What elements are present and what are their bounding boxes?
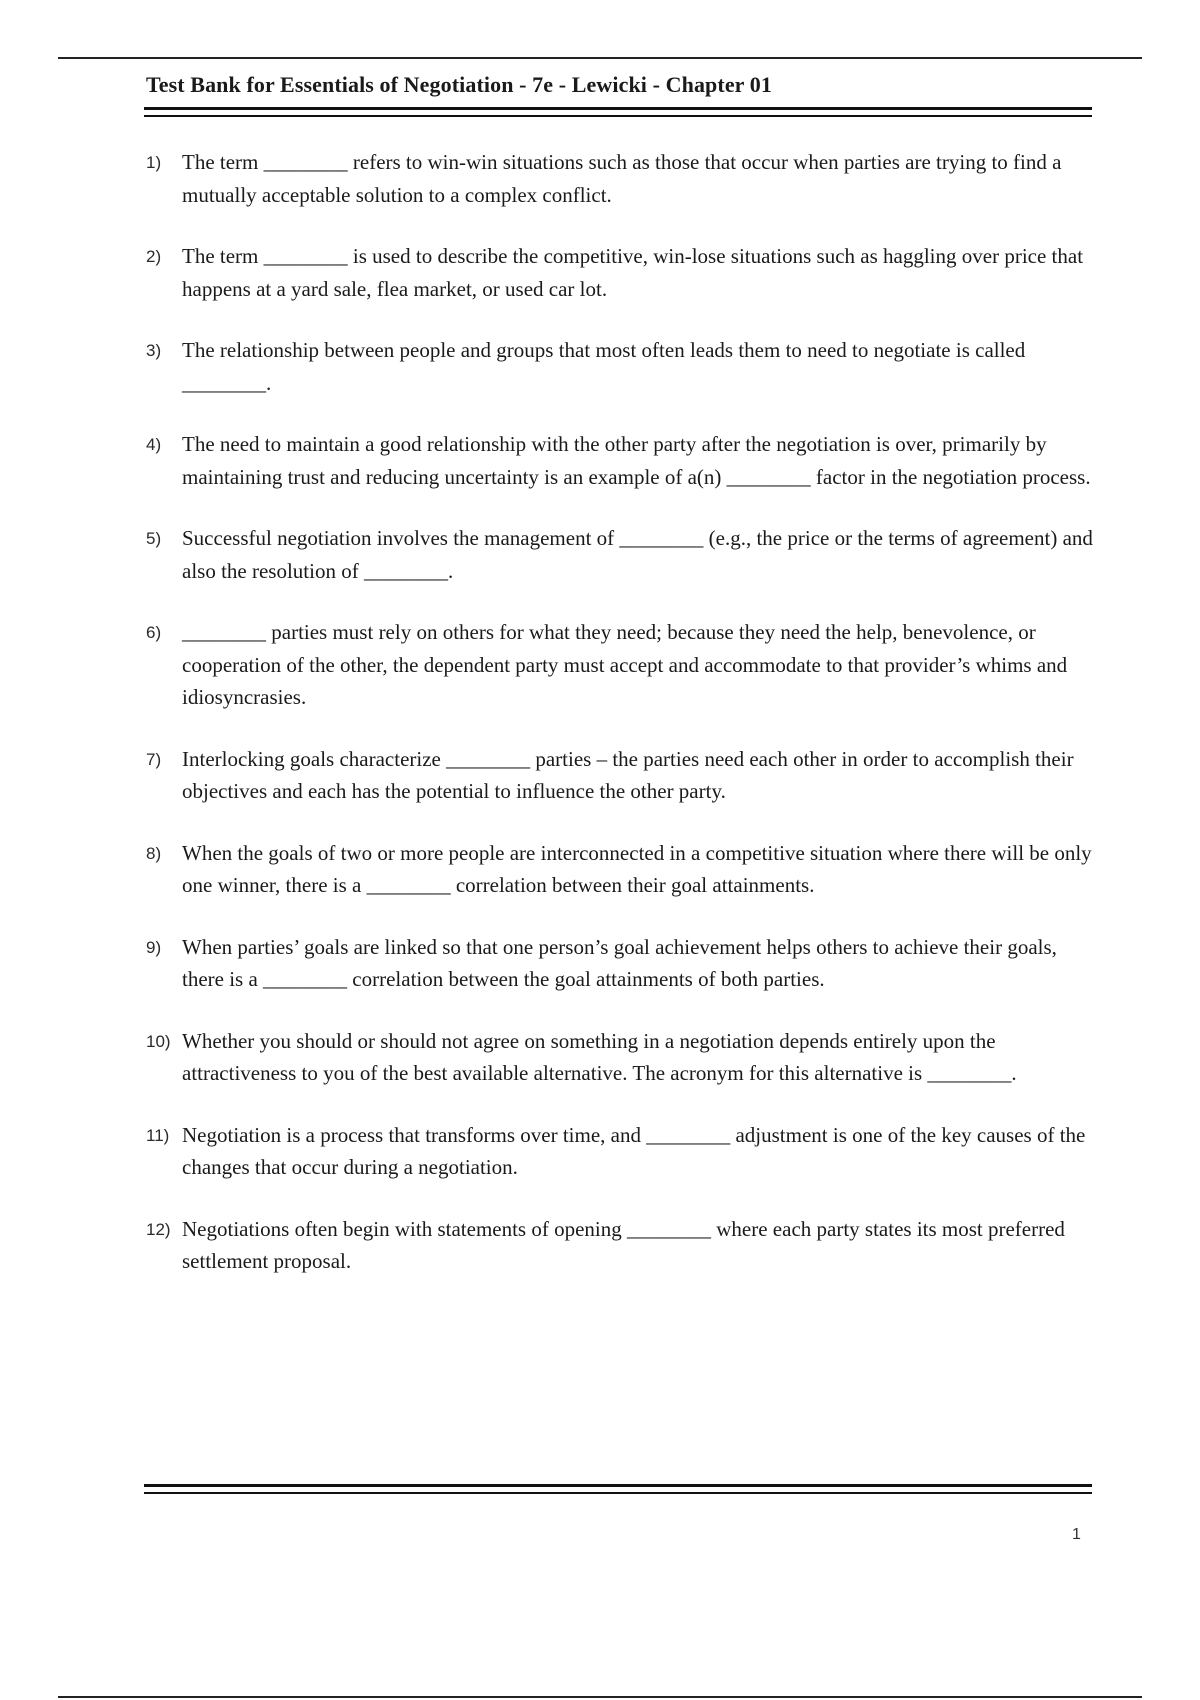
question-item	[146, 1213, 1096, 1278]
question-number: 5)	[146, 529, 162, 548]
question-item	[146, 146, 1096, 211]
question-number: 9)	[146, 937, 162, 957]
question-number: 7)	[146, 749, 162, 769]
question-list	[146, 146, 1096, 1307]
question-item	[146, 743, 1096, 808]
question-text: Negotiations often begin with statements of opening ________ where each party states its most preferred settlement proposal.	[182, 1216, 1065, 1273]
question-number: 3)	[146, 341, 162, 360]
question-number: 4)	[146, 435, 162, 454]
question-item	[146, 837, 1096, 902]
question-text: When the goals of two or more people are interconnected in a competitive situation where there will be only one winner, there is a ________ correlation between their goal attainments.	[182, 840, 1092, 897]
question-item	[146, 616, 1096, 714]
question-text: Negotiation is a process that transforms over time, and ________ adjustment is one of the key causes of the changes that occur during a negotiation.	[182, 1122, 1086, 1179]
question-text: The term ________ refers to win-win situations such as those that occur when parties are trying to find a mutually acceptable solution to a complex conflict.	[182, 150, 1062, 207]
question-text: Successful negotiation involves the management of ________ (e.g., the price or the terms of agreement) and also the resolution of ________.	[182, 526, 1093, 583]
question-item	[146, 428, 1096, 493]
question-item	[146, 334, 1096, 399]
question-item	[146, 1119, 1096, 1184]
question-text: ________ parties must rely on others for what they need; because they need the help, benevolence, or cooperation of the other, the dependent party must accept and accommodate to that provider’s whims and idiosyncrasies.	[182, 620, 1068, 709]
question-number: 6)	[146, 623, 162, 642]
question-text: The term ________ is used to describe the competitive, win-lose situations such as haggling over price that happens at a yard sale, flea market, or used car lot.	[182, 244, 1084, 301]
question-text: The relationship between people and groups that most often leads them to need to negotiate is called ________.	[182, 338, 1026, 395]
header-double-rule	[144, 107, 1092, 117]
question-item	[146, 931, 1096, 996]
question-number: 2)	[146, 247, 162, 266]
question-item	[146, 522, 1096, 587]
question-number: 10)	[146, 1031, 171, 1051]
question-item	[146, 240, 1096, 305]
page-bottom-rule	[58, 1696, 1142, 1698]
footer-double-rule	[144, 1484, 1092, 1494]
question-item	[146, 1025, 1096, 1090]
question-number: 12)	[146, 1219, 171, 1239]
document-title: Test Bank for Essentials of Negotiation - 7e - Lewicki - Chapter 01	[146, 72, 772, 97]
page-number: 1	[1072, 1526, 1081, 1543]
page-top-rule	[58, 57, 1142, 59]
question-number: 11)	[146, 1125, 170, 1145]
question-number: 8)	[146, 843, 162, 863]
question-text: The need to maintain a good relationship with the other party after the negotiation is over, primarily by maintaining trust and reducing uncertainty is an example of a(n) ________ factor in the negotiation process.	[182, 432, 1091, 489]
question-text: When parties’ goals are linked so that one person’s goal achievement helps others to achieve their goals, there is a ________ correlation between the goal attainments of both parties.	[182, 934, 1057, 991]
question-number: 1)	[146, 153, 162, 172]
question-text: Whether you should or should not agree on something in a negotiation depends entirely upon the attractiveness to you of the best available alternative. The acronym for this alternative is ________.	[182, 1028, 1017, 1085]
question-text: Interlocking goals characterize ________ parties – the parties need each other in order to accomplish their objectives and each has the potential to influence the other party.	[182, 746, 1074, 803]
